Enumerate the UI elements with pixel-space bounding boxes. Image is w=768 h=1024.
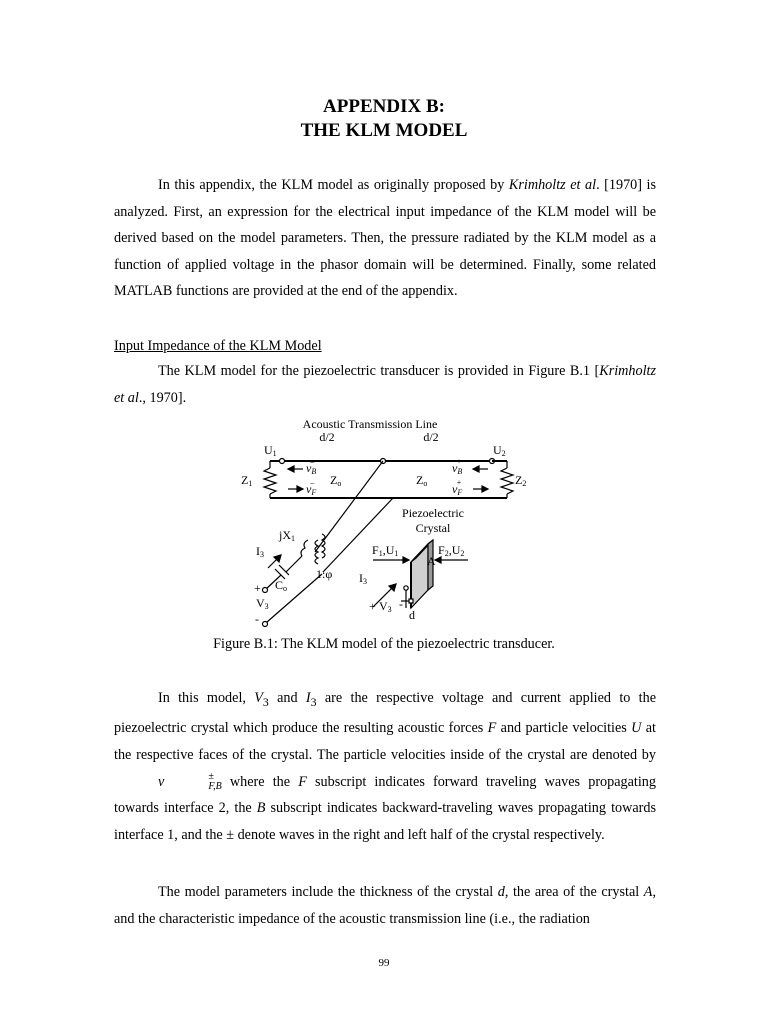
- figure-intro-citation-end: ., 1970].: [138, 389, 187, 406]
- fig-vb-plus: vB+: [452, 457, 463, 476]
- fig-area: A: [427, 554, 436, 568]
- terminal-top-left: [280, 459, 285, 464]
- fig-f2u2: F2,U2: [438, 543, 465, 558]
- fig-v3-minus-left: -: [255, 612, 259, 626]
- fig-v3-crystal: V3: [379, 599, 392, 614]
- intro-author: Krimholtz et al: [508, 177, 597, 193]
- fig-z2: Z2: [515, 473, 527, 488]
- fig-v3-left: V3: [256, 596, 269, 611]
- fig-piezo-label1: Piezoelectric: [402, 506, 464, 520]
- figure-caption: Figure B.1: The KLM model of the piezoelectric transducer.: [213, 636, 555, 652]
- body2-text-2: , the area of the crystal: [504, 884, 644, 900]
- z2-resistor: [501, 468, 513, 494]
- page-number: 99: [378, 957, 390, 969]
- fig-v3-plus-crystal: +: [369, 599, 376, 613]
- z1-resistor: [264, 468, 276, 494]
- body2-text-3: , and the characteristic impedance of the acoustic transmission line (i.e., the radiation: [114, 884, 656, 927]
- body1-text-7: subscript indicates forward traveling waves propagating towards interface 2, the: [114, 773, 656, 817]
- fig-zo-right: Zo: [416, 473, 428, 488]
- body2-d: d: [497, 884, 505, 900]
- fig-jx1: jX1: [279, 528, 295, 543]
- body2-text-1: The model parameters include the thickness of the crystal: [158, 884, 498, 900]
- appendix-title-line1: APPENDIX B:: [323, 96, 445, 117]
- fig-header: Acoustic Transmission Line: [302, 417, 438, 431]
- fig-zo-left: Zo: [330, 473, 342, 488]
- figure-intro-text: The KLM model for the piezoelectric transducer is provided in Figure B.1 [: [158, 363, 600, 379]
- fig-piezo-label2: Crystal: [415, 521, 451, 535]
- body-paragraph-1: [114, 685, 656, 848]
- fig-half-left: d/2: [319, 430, 335, 444]
- body1-b: B: [256, 800, 266, 817]
- appendix-title-line2: THE KLM MODEL: [300, 120, 468, 141]
- body2-a: A: [643, 884, 653, 900]
- body1-u: U: [631, 720, 642, 737]
- fig-half-right: d/2: [423, 430, 439, 444]
- fig-ratio: 1:φ: [316, 567, 333, 581]
- body1-text-3: are the respective voltage and current applied to the piezoelectric crystal which produce the resulting acoustic forces: [114, 690, 656, 737]
- klm-model-figure: [230, 412, 530, 634]
- intro-text-2: . [1970] is analyzed. First, an expression for the electrical input impedance of the KLM model will be derived based on the model parameters. Then, the pressure radiated by the KLM model as a function of applied voltage in the phasor domain will be determined. Finally, some related MATLAB functions are provided at the end of the appendix.: [114, 177, 657, 300]
- fig-i3-left: I3: [256, 544, 264, 559]
- fig-u1: U1: [264, 443, 277, 458]
- transformer-primary-coil: [322, 534, 325, 558]
- fig-c0: Co: [275, 578, 288, 593]
- fig-vf-minus: vF–: [306, 478, 317, 497]
- fig-vb-minus: vB–: [306, 457, 317, 476]
- intro-text-1: In this appendix, the KLM model as originally proposed by: [158, 177, 509, 193]
- body1-i3: I: [305, 690, 311, 706]
- body1-v3: V: [254, 690, 263, 706]
- transformer-lead-2: [323, 498, 393, 572]
- body1-v-symbol: v ± F,B: [158, 771, 222, 793]
- terminal-crystal-1: [404, 586, 408, 590]
- terminal-crystal-2: [409, 599, 413, 603]
- body-paragraph-2: [114, 879, 656, 932]
- fig-v3-plus-left: +: [254, 581, 261, 595]
- intro-paragraph: [114, 172, 656, 305]
- section-heading: Input Impedance of the KLM Model: [114, 338, 322, 354]
- fig-i3-crystal: I3: [359, 571, 367, 586]
- body1-text-4: and particle velocities: [496, 720, 632, 737]
- body1-f: F: [487, 720, 497, 737]
- body1-f2: F: [298, 773, 307, 790]
- body1-v3-sub: 3: [262, 694, 269, 709]
- fig-u2: U2: [493, 443, 506, 458]
- jx1-inductor: [301, 540, 308, 556]
- body1-text-6: where the: [221, 773, 299, 790]
- body1-text-5: at the respective faces of the crystal. The particle velocities inside of the crystal are denoted by: [114, 720, 656, 764]
- figure-intro-citation-author: Krimholtz et al: [114, 363, 656, 406]
- fig-vf-plus: vF+: [452, 478, 463, 497]
- fig-f1u1: F1,U1: [372, 543, 399, 558]
- body1-text-8: subscript indicates backward-traveling waves propagating towards interface 1, and the ± denote waves in the right and left half of the crystal respectively.: [114, 800, 656, 843]
- fig-thickness: d: [409, 608, 415, 622]
- body1-text-1: In this model,: [158, 690, 255, 706]
- fig-v3-minus-crystal: -: [399, 597, 403, 611]
- terminal-v3-minus: [263, 622, 268, 627]
- figure-intro-paragraph: [114, 358, 656, 411]
- body1-text-2: and: [268, 690, 306, 706]
- terminal-v3-plus: [263, 588, 268, 593]
- body1-i3-sub: 3: [310, 694, 317, 709]
- fig-z1: Z1: [241, 473, 253, 488]
- transformer-lead-1: [315, 461, 383, 552]
